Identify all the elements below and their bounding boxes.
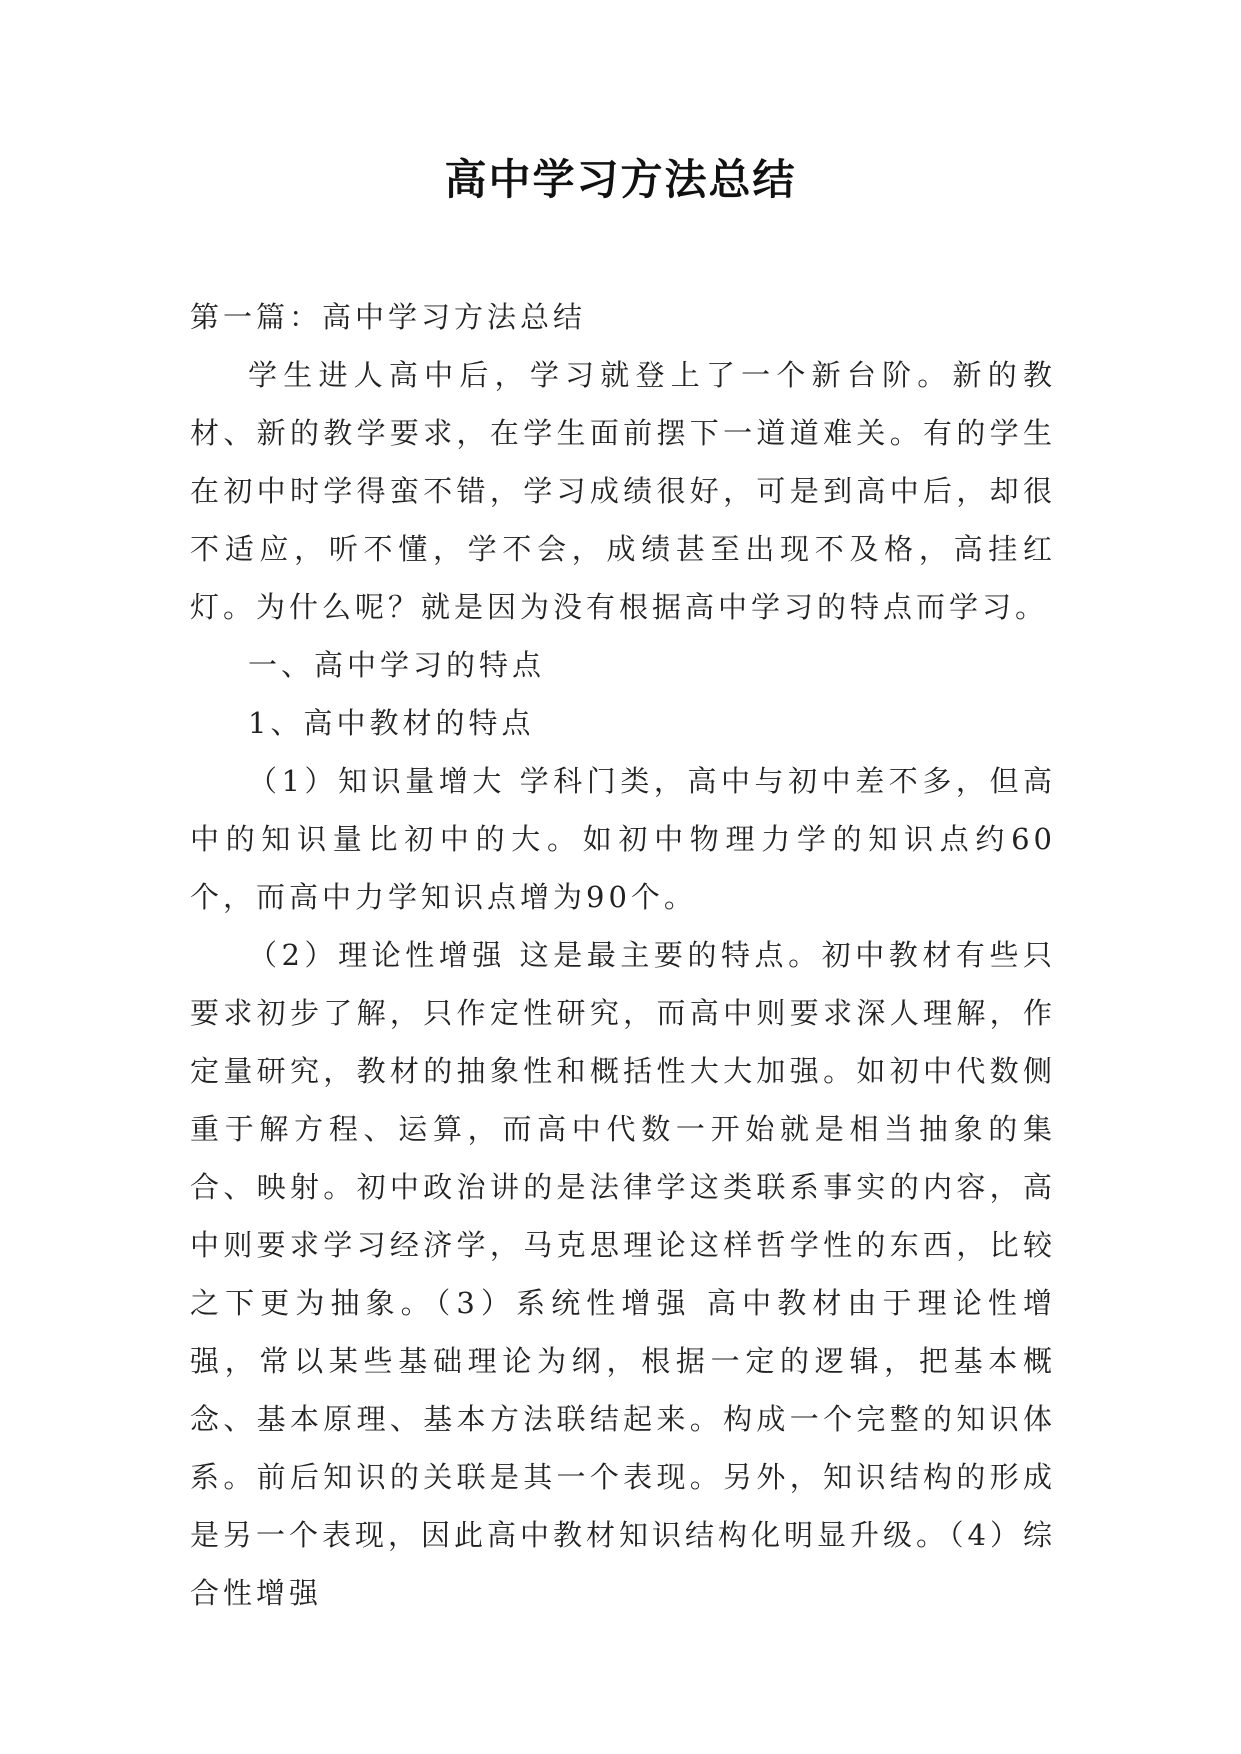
paragraph-intro: 学生进人高中后，学习就登上了一个新台阶。新的教材、新的教学要求，在学生面前摆下一道道难关。有的学生在初中时学得蛮不错，学习成绩很好，可是到高中后，却很不适应，听不懂，学不会，成绩甚至出现不及格，高挂红灯。为什么呢？就是因为没有根据高中学习的特点而学习。 xyxy=(190,358,1056,624)
section-heading: 第一篇：高中学习方法总结 xyxy=(190,300,587,334)
document-body xyxy=(190,288,1056,1622)
subheading-characteristics: 一、高中学习的特点 xyxy=(248,648,546,682)
document-title: 高中学习方法总结 xyxy=(444,155,797,204)
subheading-textbook: 1、高中教材的特点 xyxy=(248,706,535,740)
paragraph-knowledge-volume: （1）知识量增大 学科门类，高中与初中差不多，但高中的知识量比初中的大。如初中物理力学的知识点约60个，而高中力学知识点增为90个。 xyxy=(190,764,1056,914)
paragraph-theory: （2）理论性增强 这是最主要的特点。初中教材有些只要求初步了解，只作定性研究，而高中则要求深人理解，作定量研究，教材的抽象性和概括性大大加强。如初中代数侧重于解方程、运算，而高中代数一开始就是相当抽象的集合、映射。初中政治讲的是法律学这类联系事实的内容，高中则要求学习经济学，马克思理论这样哲学性的东西，比较之下更为抽象。（3）系统性增强 高中教材由于理论性增强，常以某些基础理论为纲，根据一定的逻辑，把基本概念、基本原理、基本方法联结起来。构成一个完整的知识体系。前后知识的关联是其一个表现。另外，知识结构的形成是另一个表现，因此高中教材知识结构化明显升级。（4）综合性增强 xyxy=(190,938,1056,1610)
